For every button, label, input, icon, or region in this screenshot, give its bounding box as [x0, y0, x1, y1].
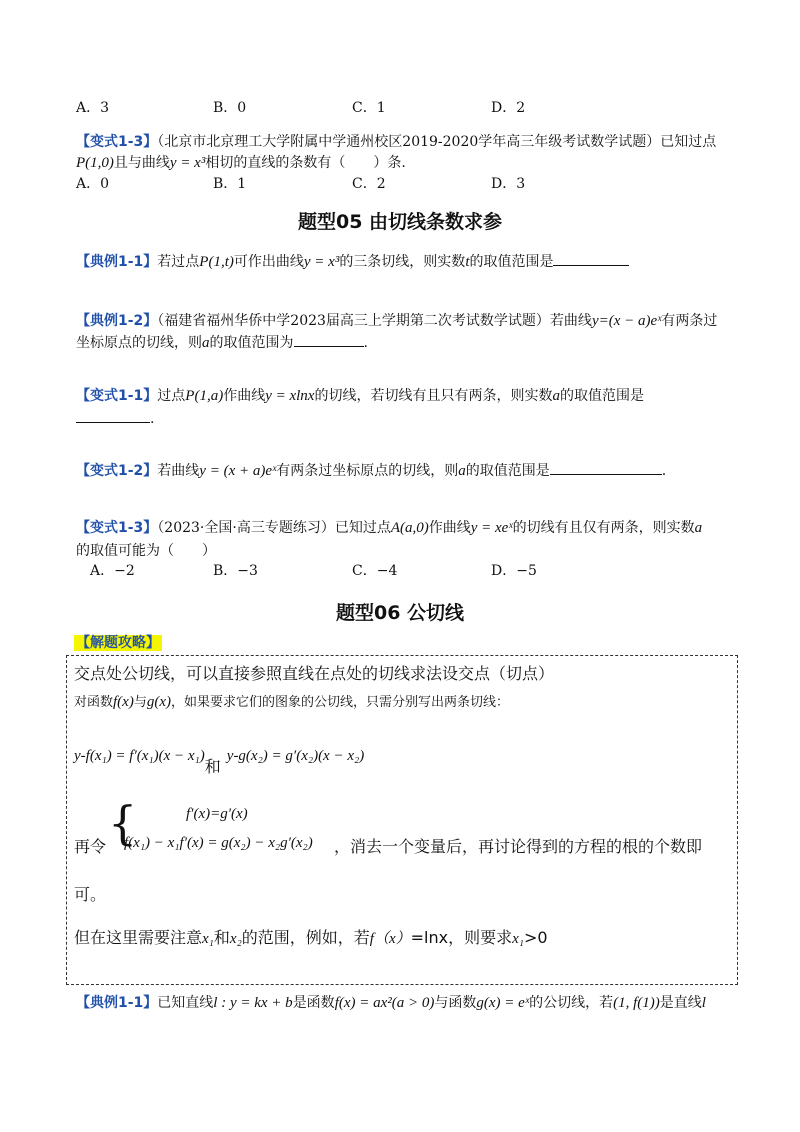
strategy-let: 再令 [74, 837, 107, 856]
strategy-highlight: 【解题攻略】 [76, 635, 160, 651]
question-end: . [661, 463, 667, 479]
strategy-text: 可。 [74, 885, 107, 904]
option-d: D．3 [491, 176, 526, 192]
math-var: a [202, 335, 210, 351]
math-x2: x₂ [229, 931, 242, 947]
question-text: 是直线 [659, 995, 702, 1011]
option-c: C．2 [352, 176, 386, 192]
option-b: B．−3 [213, 563, 258, 579]
question-v13b-line1 [76, 517, 702, 537]
question-tag: 【变式1-3】 [76, 520, 158, 536]
question-end: . [363, 335, 368, 351]
question-text: 的切线，若切线有且只有两条，则实数 [314, 388, 553, 404]
option-a: A．3 [76, 100, 110, 116]
strategy-text: 和 [204, 757, 221, 776]
math-x1: x₁ [202, 931, 214, 947]
section-title-06: 题型06 公切线 [335, 602, 465, 624]
math-var: t [465, 254, 470, 270]
math-f: f(x) [113, 694, 134, 710]
strategy-text: 的范围，例如，若 [241, 928, 370, 947]
option-c: C．−4 [352, 563, 398, 579]
question-d11a [76, 251, 629, 271]
option-c: C．1 [352, 100, 386, 116]
answer-blank [76, 408, 150, 423]
math-var: a [458, 463, 466, 479]
math-var: a [552, 388, 560, 404]
question-v12 [76, 460, 666, 480]
question-tag: 【典例1-1】 [76, 995, 158, 1011]
math-x1: x₁ [512, 931, 524, 947]
question-text: （2023·全国·高三专题练习）已知过点 [157, 520, 391, 536]
question-text: 若过点 [157, 254, 200, 270]
question-text: 过点 [157, 388, 186, 404]
answer-blank [550, 460, 662, 475]
question-source: （北京市北京理工大学附属中学通州校区2019-2020学年高三年级考试数学试题）已知过点 [157, 134, 717, 150]
question-tag: 【典例1-1】 [76, 254, 158, 270]
math-point: P(1,a) [185, 388, 224, 404]
math-point: (1, f(1)) [613, 995, 660, 1011]
strategy-text: 对函数 [74, 695, 114, 710]
math-tangent-g: y-g(x₂) = g′(x₂)(x − x₂) [226, 748, 365, 764]
math-curve: y = (x + a)eˣ [199, 463, 277, 479]
math-point: P(1,0) [76, 155, 114, 171]
math-line: l : y = kx + b [213, 995, 293, 1011]
system-brace: { [108, 796, 138, 850]
question-end: . [150, 411, 155, 427]
question-text: 的取值范围为 [209, 335, 294, 351]
question-d12-line1 [76, 310, 717, 330]
math-var: l [701, 995, 706, 1011]
option-a: A．0 [76, 176, 110, 192]
strategy-line1: 交点处公切线，可以直接参照直线在点处的切线求法设交点（切点） [74, 664, 555, 683]
strategy-text: =lnx，则要求 [410, 928, 513, 947]
option-b: B．0 [213, 100, 247, 116]
question-tag: 【变式1-1】 [76, 388, 158, 404]
question-v13a-line2 [76, 152, 406, 172]
math-curve: y=(x − a)eˣ [591, 313, 662, 329]
math-curve: y = x³ [303, 254, 340, 270]
strategy-text: ，如果要求它们的图象的公切线，只需分别写出两条切线： [171, 695, 510, 710]
option-b: B．1 [213, 176, 247, 192]
question-text: 与函数 [434, 995, 477, 1011]
question-tag: 【变式1-2】 [76, 463, 158, 479]
math-g: g(x) = eˣ [476, 995, 530, 1011]
question-text: 的切线有且仅有两条，则实数 [512, 520, 695, 536]
strategy-text: >0 [523, 928, 548, 947]
math-var: a [694, 520, 703, 536]
strategy-note [74, 925, 548, 948]
question-tag: 【变式1-3】 [76, 134, 158, 150]
question-text: （福建省福州华侨中学2023届高三上学期第二次考试数学试题）若曲线 [157, 313, 592, 329]
math-fx: f（x） [369, 931, 411, 947]
answer-blank [294, 332, 364, 347]
question-d11b [76, 992, 706, 1012]
question-text: 的取值范围是 [469, 254, 554, 270]
question-text: 有两条过 [661, 313, 718, 329]
question-text: 若曲线 [157, 463, 200, 479]
question-text: 已知直线 [157, 995, 214, 1011]
question-text: 是函数 [292, 995, 335, 1011]
math-system-eq2: f(x₁) − x₁f′(x) = g(x₂) − x₂g′(x₂) [124, 835, 313, 851]
strategy-text: 但在这里需要注意 [74, 928, 203, 947]
question-text: 的取值范围是 [465, 463, 550, 479]
strategy-line2 [74, 691, 509, 711]
question-text: 的公切线，若 [529, 995, 614, 1011]
math-system-eq1: f′(x)=g′(x) [186, 806, 248, 822]
strategy-text: ，消去一个变量后，再讨论得到的方程的根的个数即 [334, 837, 703, 856]
question-tag: 【典例1-2】 [76, 313, 158, 329]
question-text: 的三条切线，则实数 [339, 254, 466, 270]
question-text: 作曲线 [428, 520, 471, 536]
math-g: g(x) [146, 694, 172, 710]
math-curve: y = xeˣ [470, 520, 513, 536]
question-d12-line2 [76, 332, 368, 352]
question-text: 可作出曲线 [233, 254, 304, 270]
math-curve: y = x³ [169, 155, 206, 171]
strategy-label [74, 632, 162, 652]
question-text: 且与曲线 [113, 155, 170, 171]
question-v13a-line1 [76, 131, 716, 151]
option-d: D．2 [491, 100, 526, 116]
section-title-05: 题型05 由切线条数求参 [297, 211, 503, 233]
question-text: 的取值范围是 [559, 388, 644, 404]
math-tangent-f: y-f(x₁) = f′(x₁)(x − x₁) [74, 748, 205, 764]
strategy-text: 和 [213, 928, 230, 947]
question-v11-line1 [76, 385, 644, 405]
strategy-equations [74, 742, 365, 776]
math-f: f(x) = ax²(a > 0) [334, 995, 435, 1011]
question-text: 有两条过坐标原点的切线，则 [276, 463, 459, 479]
question-v13b-line2: 的取值可能为（ ） [76, 543, 216, 559]
answer-blank [553, 251, 629, 266]
question-text: 坐标原点的切线，则 [76, 335, 202, 351]
question-text: 相切的直线的条数有（ ）条. [205, 155, 406, 171]
math-point: A(a,0) [390, 520, 429, 536]
math-point: P(1,t) [199, 254, 234, 270]
strategy-text: 与 [133, 695, 147, 710]
math-curve: y = xlnx [265, 388, 315, 404]
option-a: A．−2 [90, 563, 135, 579]
question-text: 作曲线 [223, 388, 266, 404]
option-d: D．−5 [491, 563, 537, 579]
question-v11-line2 [76, 408, 154, 427]
